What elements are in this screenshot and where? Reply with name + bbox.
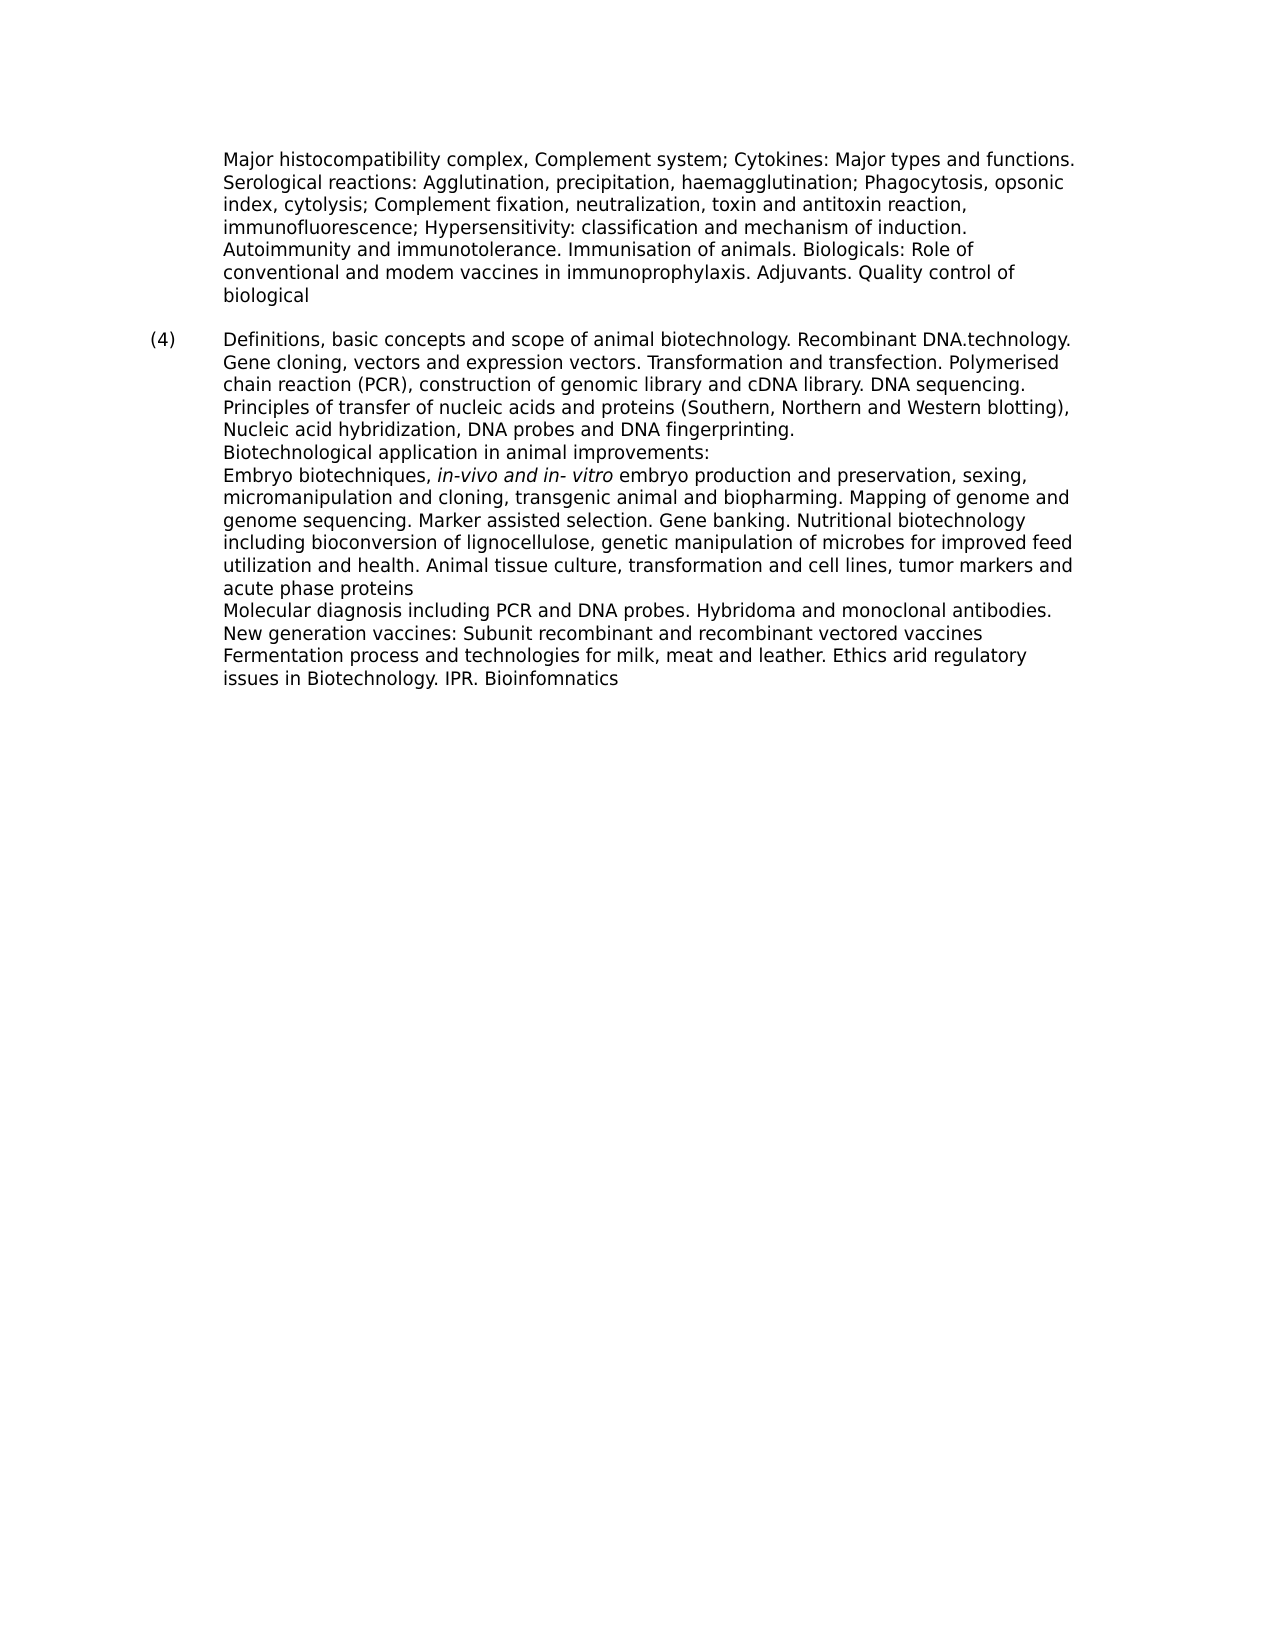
text-line: conventional and modem vaccines in immunoprophylaxis. Adjuvants. Quality control of <box>223 262 1015 284</box>
text-line: immunofluorescence; Hypersensitivity: classification and mechanism of induction. <box>223 217 968 239</box>
text-line: Molecular diagnosis including PCR and DNA probes. Hybridoma and monoclonal antibodies. <box>223 601 1053 623</box>
text-line: Major histocompatibility complex, Complement system; Cytokines: Major types and functions. <box>223 150 1076 171</box>
text-line: New generation vaccines: Subunit recombinant and recombinant vectored vaccines <box>223 623 983 645</box>
text-line: Nucleic acid hybridization, DNA probes and DNA fingerprinting. <box>223 420 795 442</box>
text-line: Definitions, basic concepts and scope of animal biotechnology. Recombinant DNA.technology. <box>223 330 1072 351</box>
subheading-line: Biotechnological application in animal improvements: <box>223 442 710 464</box>
text-line: Gene cloning, vectors and expression vectors. Transformation and transfection. Polymerised <box>223 352 1060 374</box>
text-line: acute phase proteins <box>223 578 414 600</box>
text-line: utilization and health. Animal tissue culture, transformation and cell lines, tumor markers and <box>223 555 1073 577</box>
text-line: Serological reactions: Agglutination, precipitation, haemagglutination; Phagocytosis, opsonic <box>223 172 1064 194</box>
text-line: chain reaction (PCR), construction of genomic library and cDNA library. DNA sequencing. <box>223 375 1026 397</box>
section-continued-paragraph <box>223 150 1123 308</box>
text-line: Autoimmunity and immunotolerance. Immunisation of animals. Biologicals: Role of <box>223 240 974 262</box>
embryo-line-suffix: embryo production and preservation, sexing, <box>613 465 1028 487</box>
text-line: Fermentation process and technologies for milk, meat and leather. Ethics arid regulatory <box>223 646 1027 668</box>
text-line: micromanipulation and cloning, transgenic animal and biopharming. Mapping of genome and <box>223 488 1070 510</box>
text-line: genome sequencing. Marker assisted selection. Gene banking. Nutritional biotechnology <box>223 510 1026 532</box>
text-line: biological <box>223 285 310 307</box>
text-line: issues in Biotechnology. IPR. Bioinfomnatics <box>223 668 619 690</box>
embryo-line <box>223 466 1123 489</box>
text-line: Principles of transfer of nucleic acids and proteins (Southern, Northern and Western blotting), <box>223 397 1070 419</box>
embryo-line-italic: in-vivo and in- vitro <box>437 465 614 487</box>
text-line: index, cytolysis; Complement fixation, neutralization, toxin and antitoxin reaction, <box>223 195 968 217</box>
section-4-paragraph <box>223 330 1123 692</box>
embryo-line-prefix: Embryo biotechniques, <box>223 465 438 487</box>
text-line: including bioconversion of lignocellulose, genetic manipulation of microbes for improved feed <box>223 533 1073 555</box>
section-number: (4) <box>150 330 176 351</box>
